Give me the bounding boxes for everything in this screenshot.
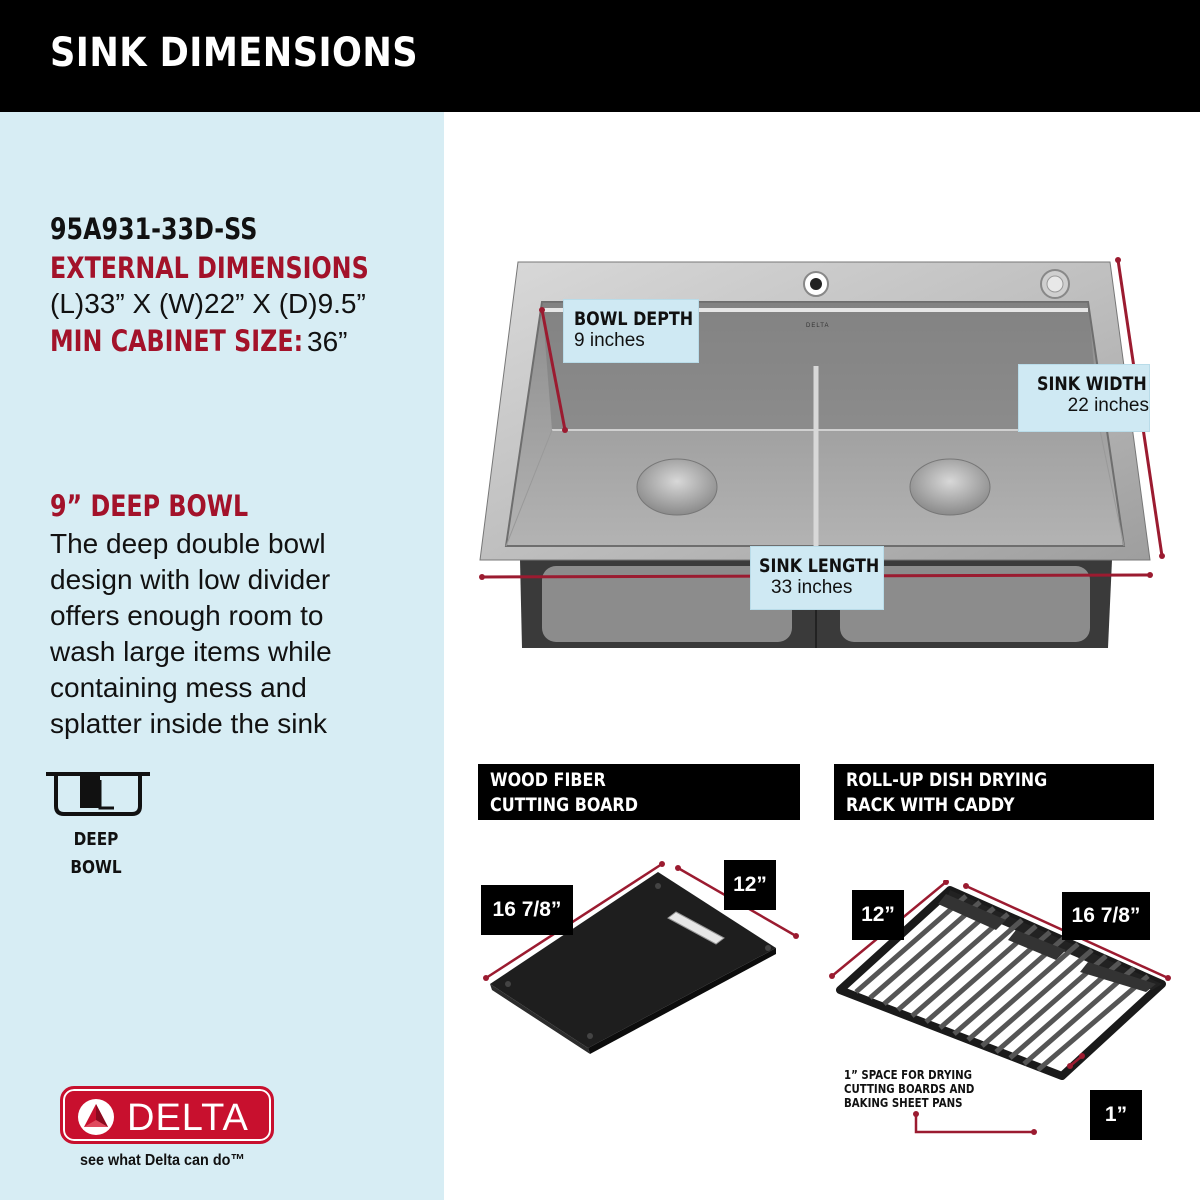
external-dimensions-value: (L)33” X (W)22” X (D)9.5”: [50, 288, 366, 319]
note-line: CUTTING BOARDS AND: [844, 1082, 975, 1096]
min-cabinet-label: MIN CABINET SIZE:: [50, 324, 304, 358]
bowl-depth-label: BOWL DEPTH: [574, 308, 694, 330]
drying-rack-heading: [834, 764, 1154, 820]
heading-line: WOOD FIBER: [490, 769, 606, 791]
description-line: design with low divider: [50, 564, 331, 595]
description-line: splatter inside the sink: [50, 708, 328, 739]
deep-bowl-icon: [44, 770, 152, 818]
description-line: offers enough room to: [50, 600, 324, 631]
drying-rack-space: 1”: [1090, 1090, 1142, 1140]
bowl-depth-value: 9 inches: [574, 330, 645, 351]
deep-bowl-heading: 9” DEEP BOWL: [50, 489, 249, 523]
external-dimensions-heading: EXTERNAL DIMENSIONS: [50, 251, 369, 285]
delta-logo: [60, 1086, 274, 1144]
heading-line: RACK WITH CADDY: [846, 794, 1015, 816]
delta-wordmark: DELTA: [127, 1097, 249, 1139]
page-title: SINK DIMENSIONS: [50, 30, 419, 76]
header-bar: [0, 0, 1200, 112]
sink-length-value: 33 inches: [771, 577, 853, 598]
deep-bowl-icon-label: [65, 826, 126, 882]
heading-line: ROLL-UP DISH DRYING: [846, 769, 1048, 791]
sink-length-label: SINK LENGTH: [759, 555, 880, 577]
note-line: 1” SPACE FOR DRYING: [844, 1068, 973, 1082]
note-line: BAKING SHEET PANS: [844, 1096, 963, 1110]
description-line: wash large items while: [50, 636, 332, 667]
drying-rack-note: [844, 1068, 974, 1110]
sink-engraving: DELTA: [806, 323, 830, 329]
sink-width-label: SINK WIDTH: [1037, 373, 1147, 395]
min-cabinet-value: 36”: [307, 326, 348, 357]
description-line: The deep double bowl: [50, 528, 326, 559]
bowl-depth-callout: [563, 299, 699, 363]
drying-rack-length: 16 7/8”: [1062, 892, 1150, 940]
sink-width-callout: [1018, 364, 1150, 432]
description-line: containing mess and: [50, 672, 307, 703]
brand-tagline: see what Delta can do™: [80, 1152, 245, 1169]
heading-line: CUTTING BOARD: [490, 794, 638, 816]
sink-width-value: 22 inches: [1067, 395, 1149, 416]
cutting-board-heading: [478, 764, 800, 820]
model-number: 95A931-33D-SS: [50, 212, 258, 246]
sink-length-callout: [750, 546, 884, 610]
delta-triangle-icon: [77, 1098, 115, 1136]
note-leader-line: [910, 1108, 1040, 1138]
deep-bowl-description: [50, 526, 390, 742]
icon-label-line: DEEP: [73, 829, 119, 850]
icon-label-line: BOWL: [70, 857, 122, 878]
drying-rack-width: 12”: [852, 890, 904, 940]
cutting-board-width: 12”: [724, 860, 776, 910]
min-cabinet-size: [50, 324, 359, 359]
cutting-board-length: 16 7/8”: [481, 885, 573, 935]
